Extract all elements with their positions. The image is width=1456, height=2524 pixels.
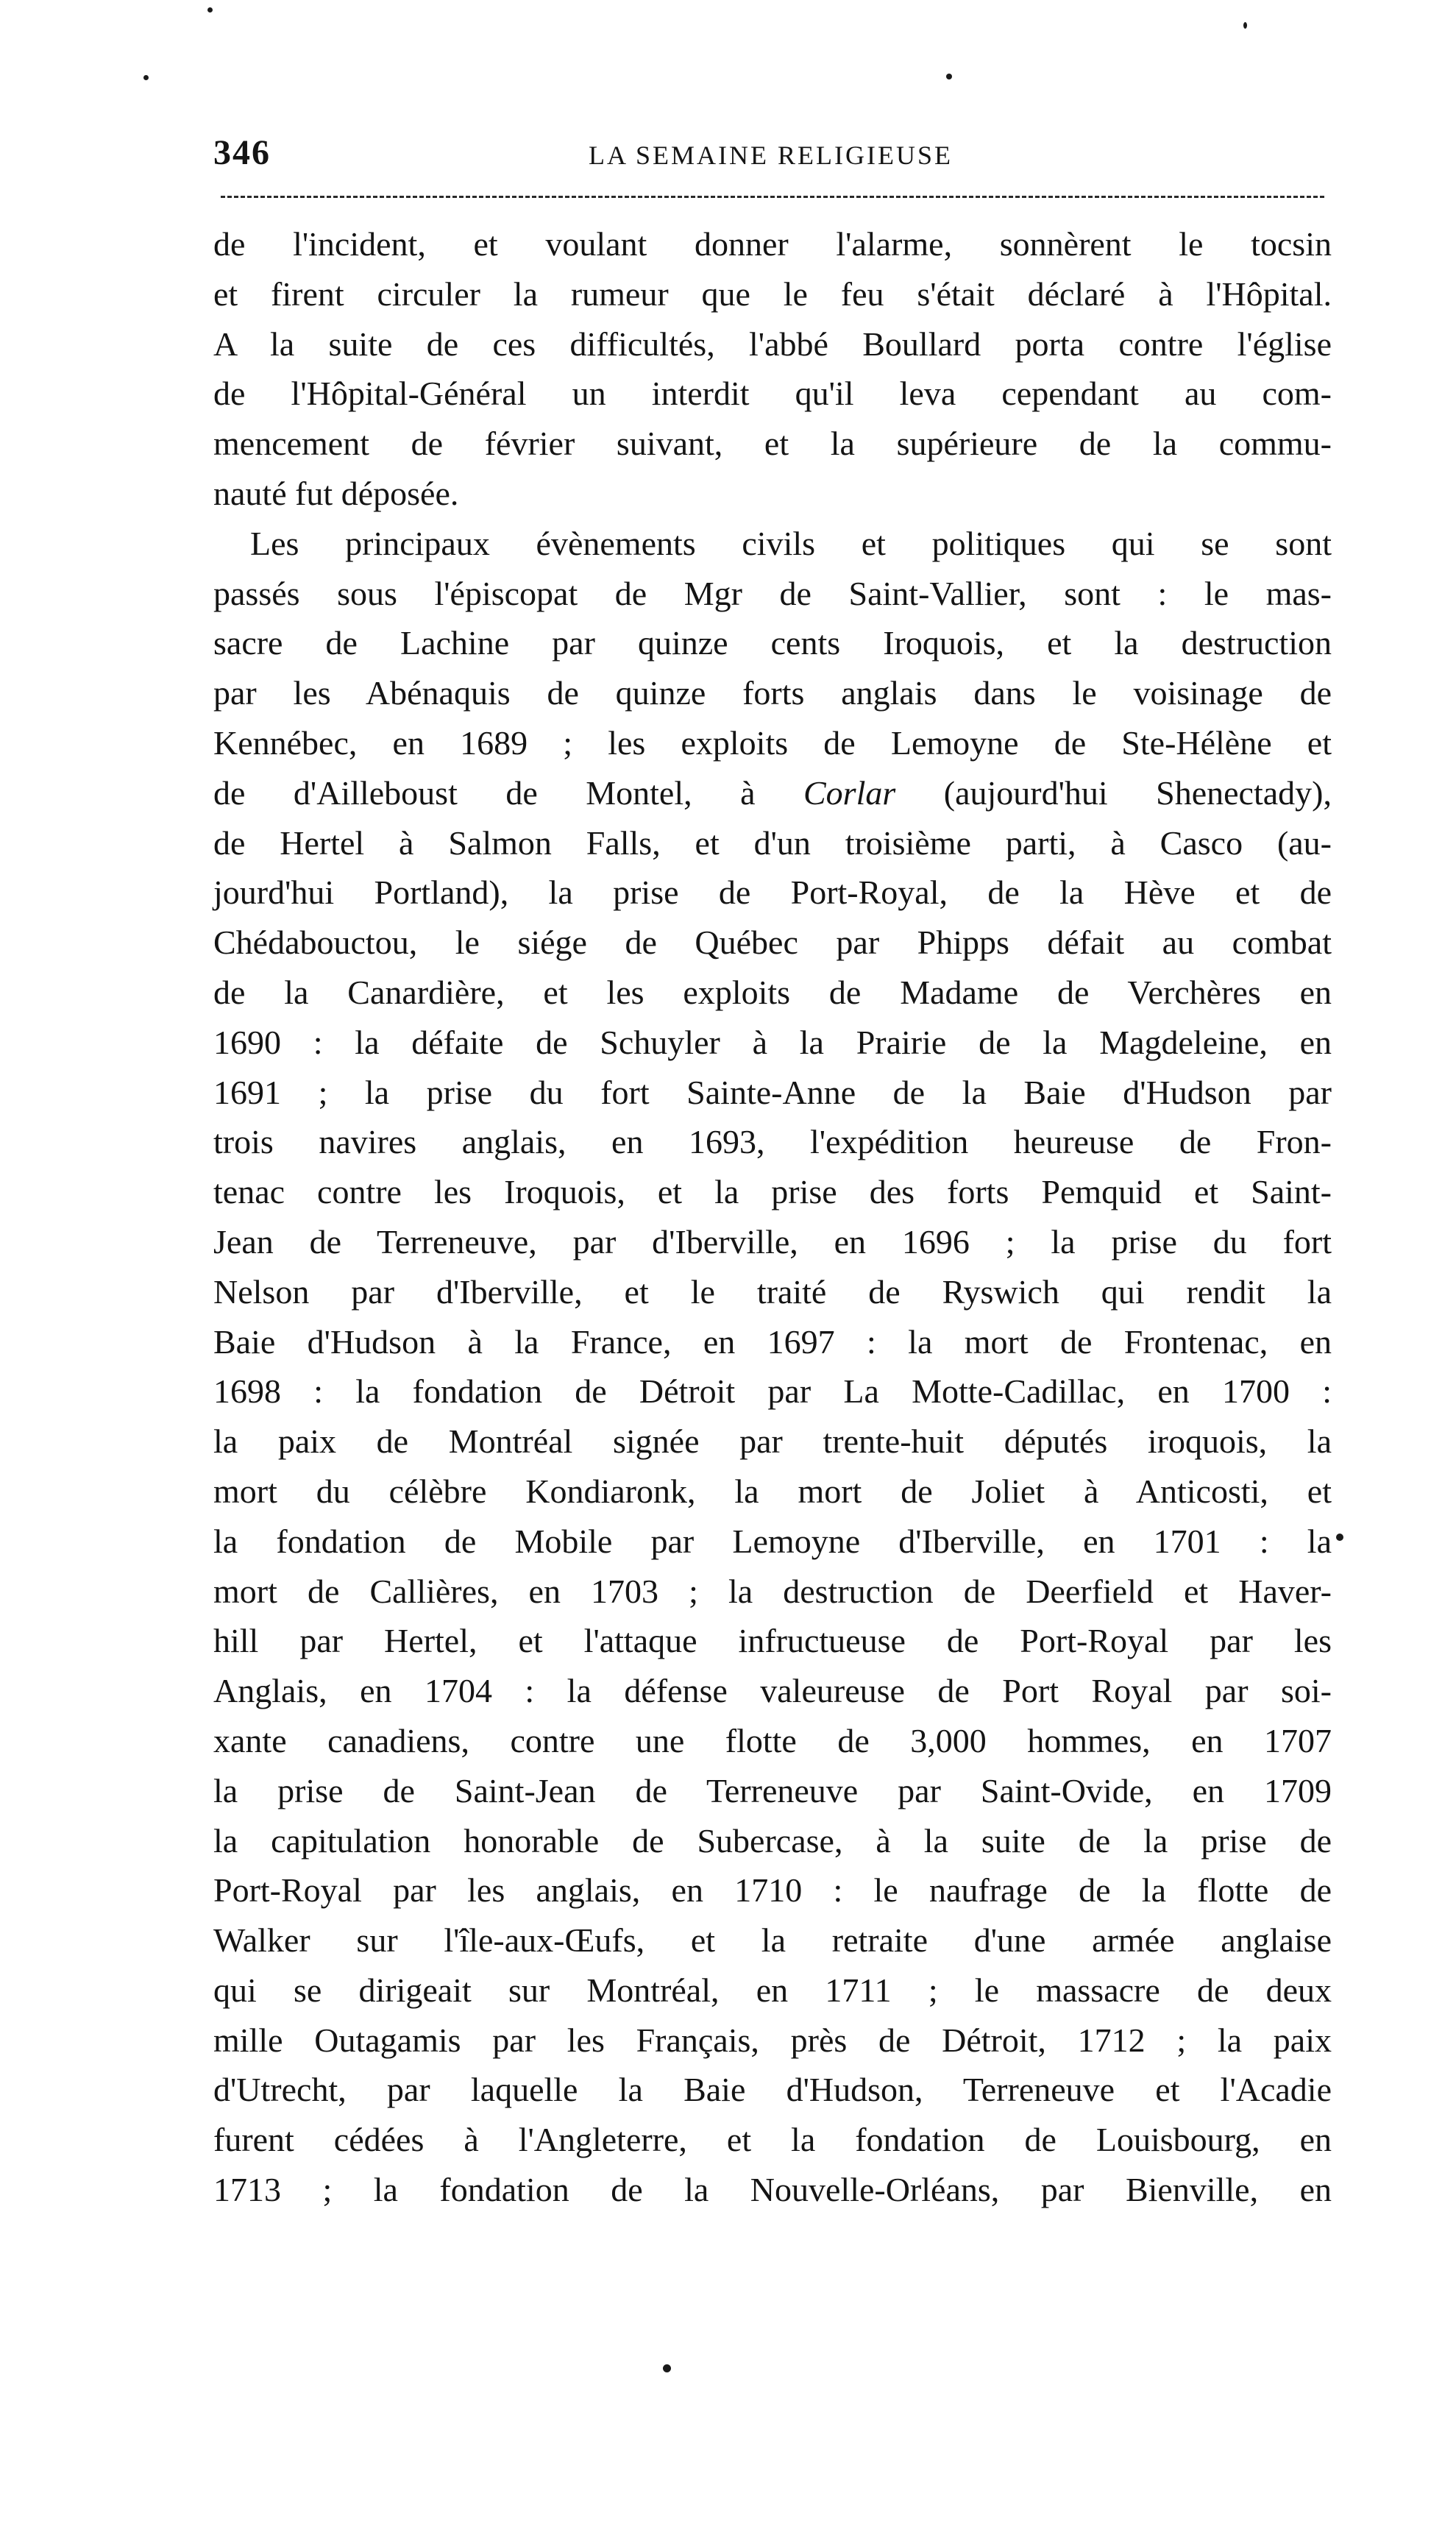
text-line: jourd'hui Portland), la prise de Port-Royal, de la Hève et de [213, 873, 1332, 912]
scan-speck [207, 7, 213, 13]
text-line: nauté fut déposée. [213, 474, 459, 512]
text-line: sacre de Lachine par quinze cents Iroquois, et la destruction [213, 624, 1332, 662]
text-line: mort de Callières, en 1703 ; la destruction de Deerfield et Haver- [213, 1572, 1332, 1610]
text-line: de Hertel à Salmon Falls, et d'un troisième parti, à Casco (au- [213, 823, 1332, 862]
scan-speck [143, 75, 149, 80]
text-line: xante canadiens, contre une flotte de 3,000 hommes, en 1707 [213, 1721, 1332, 1759]
scan-speck [946, 74, 952, 79]
text-line: tenac contre les Iroquois, et la prise des forts Pemquid et Saint- [213, 1173, 1332, 1211]
text-line: de l'Hôpital-Général un interdit qu'il leva cependant au com- [213, 375, 1332, 413]
text-line: hill par Hertel, et l'attaque infructueuse de Port-Royal par les [213, 1622, 1332, 1660]
text-line: 1690 : la défaite de Schuyler à la Prairie de la Magdeleine, en [213, 1023, 1332, 1061]
text-line: furent cédées à l'Angleterre, et la fondation de Louisbourg, en [213, 2121, 1332, 2159]
text-line: A la suite de ces difficultés, l'abbé Boullard porta contre l'église [213, 325, 1332, 363]
text-line: mille Outagamis par les Français, près de Détroit, 1712 ; la paix [213, 2021, 1332, 2059]
text-line: Chédabouctou, le siége de Québec par Phipps défait au combat [213, 924, 1332, 962]
text-line: mort du célèbre Kondiaronk, la mort de Joliet à Anticosti, et [213, 1472, 1332, 1510]
text-line: 1698 : la fondation de Détroit par La Motte-Cadillac, en 1700 : [213, 1372, 1332, 1411]
text-line: Jean de Terreneuve, par d'Iberville, en 1696 ; la prise du fort [213, 1222, 1332, 1261]
text-line: de la Canardière, et les exploits de Madame de Verchères en [213, 973, 1332, 1011]
text-line: par les Abénaquis de quinze forts anglais dans le voisinage de [213, 674, 1332, 712]
text-line: la paix de Montréal signée par trente-huit députés iroquois, la [213, 1422, 1332, 1461]
page-header [213, 132, 1332, 177]
page-number: 346 [213, 133, 271, 172]
text-line: Walker sur l'île-aux-Œufs, et la retraite d'une armée anglaise [213, 1921, 1332, 1960]
scan-speck [1336, 1534, 1343, 1541]
paragraph-2 [213, 519, 1332, 2215]
text-line: Port-Royal par les anglais, en 1710 : le naufrage de la flotte de [213, 1871, 1332, 1910]
text-line: de l'incident, et voulant donner l'alarme, sonnèrent le tocsin [213, 225, 1332, 263]
text-line: passés sous l'épiscopat de Mgr de Saint-Vallier, sont : le mas- [213, 574, 1332, 612]
text-line: la prise de Saint-Jean de Terreneuve par Saint-Ovide, en 1709 [213, 1771, 1332, 1809]
italic-place-name: Corlar [803, 773, 896, 812]
text-line: 1713 ; la fondation de la Nouvelle-Orléans, par Bienville, en [213, 2171, 1332, 2209]
text-line: Kennébec, en 1689 ; les exploits de Lemoyne de Ste-Hélène et [213, 723, 1332, 762]
text-line: mencement de février suivant, et la supérieure de la commu- [213, 425, 1332, 463]
text-line: la capitulation honorable de Subercase, à la suite de la prise de [213, 1821, 1332, 1860]
text-line: trois navires anglais, en 1693, l'expédition heureuse de Fron- [213, 1123, 1332, 1161]
text-line-with-italic: de d'Ailleboust de Montel, à Corlar (aujourd'hui Shenectady), [213, 773, 1332, 812]
text-line: Baie d'Hudson à la France, en 1697 : la mort de Frontenac, en [213, 1322, 1332, 1361]
text-line: la fondation de Mobile par Lemoyne d'Iberville, en 1701 : la [213, 1522, 1332, 1560]
paragraph-1 [213, 219, 1332, 519]
body-text [213, 219, 1332, 2215]
text-line: Anglais, en 1704 : la défense valeureuse de Port Royal par soi- [213, 1672, 1332, 1710]
text-line: Les principaux évènements civils et politiques qui se sont [250, 524, 1332, 562]
text-line: et firent circuler la rumeur que le feu s'était déclaré à l'Hôpital. [213, 274, 1332, 313]
text-line: qui se dirigeait sur Montréal, en 1711 ; le massacre de deux [213, 1971, 1332, 2009]
scan-speck [1243, 22, 1247, 29]
text-line: Nelson par d'Iberville, et le traité de Ryswich qui rendit la [213, 1272, 1332, 1311]
text-line: d'Utrecht, par laquelle la Baie d'Hudson, Terreneuve et l'Acadie [213, 2071, 1332, 2109]
text-line: 1691 ; la prise du fort Sainte-Anne de la Baie d'Hudson par [213, 1073, 1332, 1111]
header-rule [221, 196, 1324, 198]
running-title: LA SEMAINE RELIGIEUSE [589, 141, 953, 170]
scan-speck [663, 2364, 671, 2372]
